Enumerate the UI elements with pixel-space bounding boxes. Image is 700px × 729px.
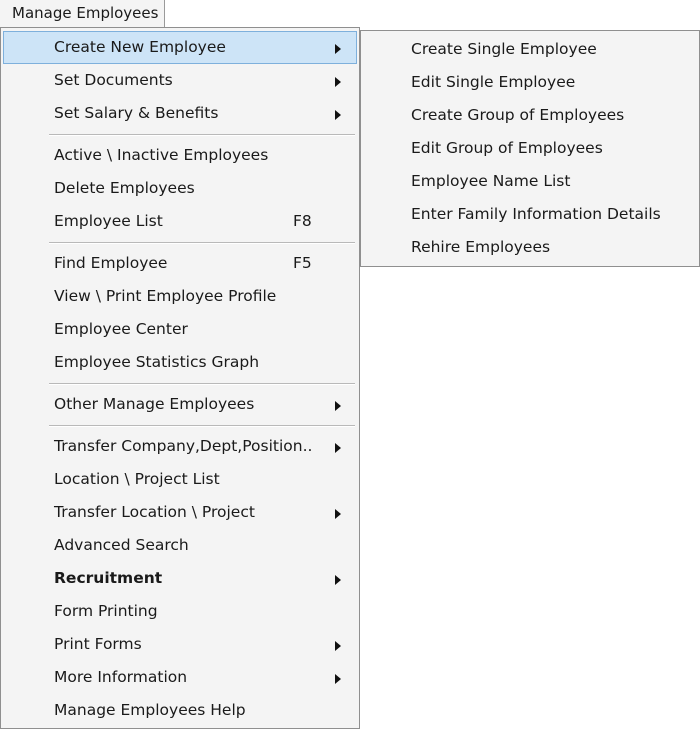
submenu-arrow-icon <box>335 674 341 684</box>
submenu-item-edit-group-of-employees[interactable] <box>363 132 697 165</box>
submenu-item-enter-family-information-details[interactable] <box>363 198 697 231</box>
submenu-item-edit-single-employee[interactable] <box>363 66 697 99</box>
menu-item-label: Create Group of Employees <box>411 106 625 124</box>
menu-separator <box>49 134 355 136</box>
menu-item-manage-employees-help[interactable] <box>3 694 357 727</box>
menu-item-more-information[interactable] <box>3 661 357 694</box>
menu-item-employee-center[interactable] <box>3 313 357 346</box>
menu-item-form-printing[interactable] <box>3 595 357 628</box>
submenu-arrow-icon <box>335 443 341 453</box>
menu-item-label: Active \ Inactive Employees <box>54 146 269 164</box>
menu-item-other-manage-employees[interactable] <box>3 388 357 421</box>
menu-item-transfer-company-dept-position[interactable] <box>3 430 357 463</box>
menu-item-label: Other Manage Employees <box>54 395 255 413</box>
menu-item-label: Employee Center <box>54 320 188 338</box>
menu-item-label: Create Single Employee <box>411 40 597 58</box>
menu-item-label: Edit Group of Employees <box>411 139 603 157</box>
submenu-arrow-icon <box>335 110 341 120</box>
menu-separator <box>49 242 355 244</box>
menu-item-location-project-list[interactable] <box>3 463 357 496</box>
menu-separator <box>49 383 355 385</box>
submenu-arrow-icon <box>335 401 341 411</box>
menu-item-active-inactive-employees[interactable] <box>3 139 357 172</box>
menu-item-label: Location \ Project List <box>54 470 220 488</box>
menu-item-advanced-search[interactable] <box>3 529 357 562</box>
menu-item-delete-employees[interactable] <box>3 172 357 205</box>
submenu-arrow-icon <box>335 77 341 87</box>
menu-item-label: Recruitment <box>54 569 163 587</box>
menu-item-label: Set Documents <box>54 71 173 89</box>
menu-item-label: Print Forms <box>54 635 142 653</box>
menu-item-label: Advanced Search <box>54 536 189 554</box>
manage-employees-dropdown <box>0 27 360 729</box>
menu-item-set-documents[interactable] <box>3 64 357 97</box>
menu-item-label: Create New Employee <box>54 38 226 56</box>
menu-item-create-new-employee[interactable] <box>3 31 357 64</box>
create-new-employee-submenu <box>360 30 700 267</box>
menu-manage-employees[interactable]: Manage Employees <box>0 0 165 27</box>
submenu-arrow-icon <box>335 509 341 519</box>
shortcut-key: F8 <box>293 212 312 230</box>
menu-item-employee-statistics-graph[interactable] <box>3 346 357 379</box>
menu-item-label: Delete Employees <box>54 179 195 197</box>
submenu-arrow-icon <box>335 575 341 585</box>
menu-item-label: View \ Print Employee Profile <box>54 287 277 305</box>
menu-item-set-salary-benefits[interactable] <box>3 97 357 130</box>
menu-item-label: Set Salary & Benefits <box>54 104 219 122</box>
submenu-item-rehire-employees[interactable] <box>363 231 697 264</box>
menu-item-recruitment[interactable] <box>3 562 357 595</box>
menu-item-label: Employee List <box>54 212 163 230</box>
menu-item-label: Employee Statistics Graph <box>54 353 260 371</box>
menu-item-employee-list[interactable] <box>3 205 357 238</box>
submenu-item-create-group-of-employees[interactable] <box>363 99 697 132</box>
menu-item-find-employee[interactable] <box>3 247 357 280</box>
menu-item-label: Transfer Location \ Project <box>54 503 255 521</box>
menu-item-label: Form Printing <box>54 602 158 620</box>
submenu-arrow-icon <box>335 641 341 651</box>
menu-item-label: Edit Single Employee <box>411 73 576 91</box>
menu-item-label: Enter Family Information Details <box>411 205 661 223</box>
menu-item-print-forms[interactable] <box>3 628 357 661</box>
shortcut-key: F5 <box>293 254 312 272</box>
menu-item-label: Employee Name List <box>411 172 571 190</box>
menu-item-label: Transfer Company,Dept,Position.. <box>54 437 313 455</box>
menu-item-label: More Information <box>54 668 188 686</box>
menu-item-label: Find Employee <box>54 254 168 272</box>
menu-item-transfer-location-project[interactable] <box>3 496 357 529</box>
submenu-item-create-single-employee[interactable] <box>363 33 697 66</box>
menu-item-label: Manage Employees Help <box>54 701 246 719</box>
submenu-item-employee-name-list[interactable] <box>363 165 697 198</box>
menu-item-view-print-employee-profile[interactable] <box>3 280 357 313</box>
submenu-arrow-icon <box>335 44 341 54</box>
menu-item-label: Rehire Employees <box>411 238 551 256</box>
menu-separator <box>49 425 355 427</box>
